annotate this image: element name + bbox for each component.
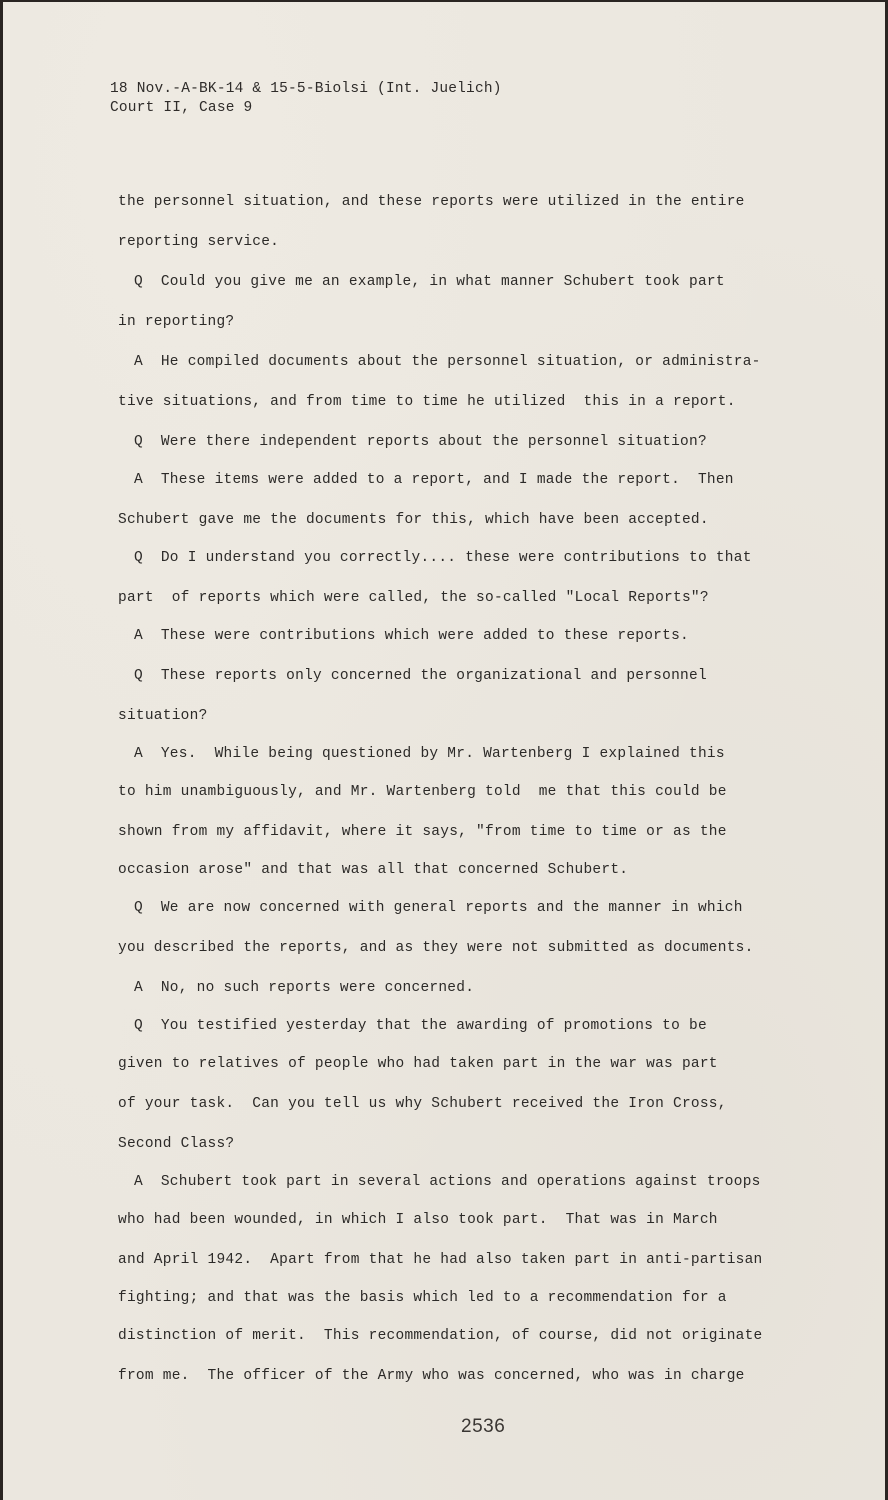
transcript-line: A He compiled documents about the personnel situation, or administra- [134, 354, 761, 370]
transcript-line: from me. The officer of the Army who was concerned, who was in charge [118, 1368, 745, 1384]
transcript-line: A Schubert took part in several actions and operations against troops [134, 1174, 761, 1190]
document-page [3, 2, 885, 1500]
transcript-line: and April 1942. Apart from that he had also taken part in anti-partisan [118, 1252, 763, 1268]
transcript-line: to him unambiguously, and Mr. Wartenberg told me that this could be [118, 784, 727, 800]
transcript-line: who had been wounded, in which I also took part. That was in March [118, 1212, 718, 1228]
transcript-line: tive situations, and from time to time he utilized this in a report. [118, 394, 736, 410]
transcript-line: you described the reports, and as they were not submitted as documents. [118, 940, 754, 956]
transcript-line: given to relatives of people who had taken part in the war was part [118, 1056, 718, 1072]
transcript-line: the personnel situation, and these reports were utilized in the entire [118, 194, 745, 210]
transcript-line: Q Do I understand you correctly.... these were contributions to that [134, 550, 752, 566]
transcript-line: situation? [118, 708, 208, 724]
transcript-line: A Yes. While being questioned by Mr. Wartenberg I explained this [134, 746, 725, 762]
transcript-line: fighting; and that was the basis which led to a recommendation for a [118, 1290, 727, 1306]
transcript-line: in reporting? [118, 314, 235, 330]
transcript-line: Q Could you give me an example, in what manner Schubert took part [134, 274, 725, 290]
transcript-line: part of reports which were called, the so-called "Local Reports"? [118, 590, 709, 606]
header-case-reference: 18 Nov.-A-BK-14 & 15-5-Biolsi (Int. Juelich) [110, 81, 502, 97]
transcript-line: of your task. Can you tell us why Schubert received the Iron Cross, [118, 1096, 727, 1112]
transcript-line: Second Class? [118, 1136, 235, 1152]
transcript-line: occasion arose" and that was all that concerned Schubert. [118, 862, 629, 878]
transcript-line: Q We are now concerned with general reports and the manner in which [134, 900, 743, 916]
transcript-line: shown from my affidavit, where it says, "from time to time or as the [118, 824, 727, 840]
transcript-line: distinction of merit. This recommendation, of course, did not originate [118, 1328, 763, 1344]
transcript-line: reporting service. [118, 234, 280, 250]
transcript-line: A These were contributions which were added to these reports. [134, 628, 689, 644]
page-number: 2536 [461, 1416, 506, 1437]
document-header [110, 80, 502, 118]
transcript-line: Schubert gave me the documents for this, which have been accepted. [118, 512, 709, 528]
transcript-line: A No, no such reports were concerned. [134, 980, 475, 996]
header-court-case: Court II, Case 9 [110, 100, 253, 116]
transcript-line: Q You testified yesterday that the awarding of promotions to be [134, 1018, 707, 1034]
transcript-line: A These items were added to a report, and I made the report. Then [134, 472, 734, 488]
transcript-line: Q Were there independent reports about the personnel situation? [134, 434, 707, 450]
transcript-line: Q These reports only concerned the organizational and personnel [134, 668, 707, 684]
